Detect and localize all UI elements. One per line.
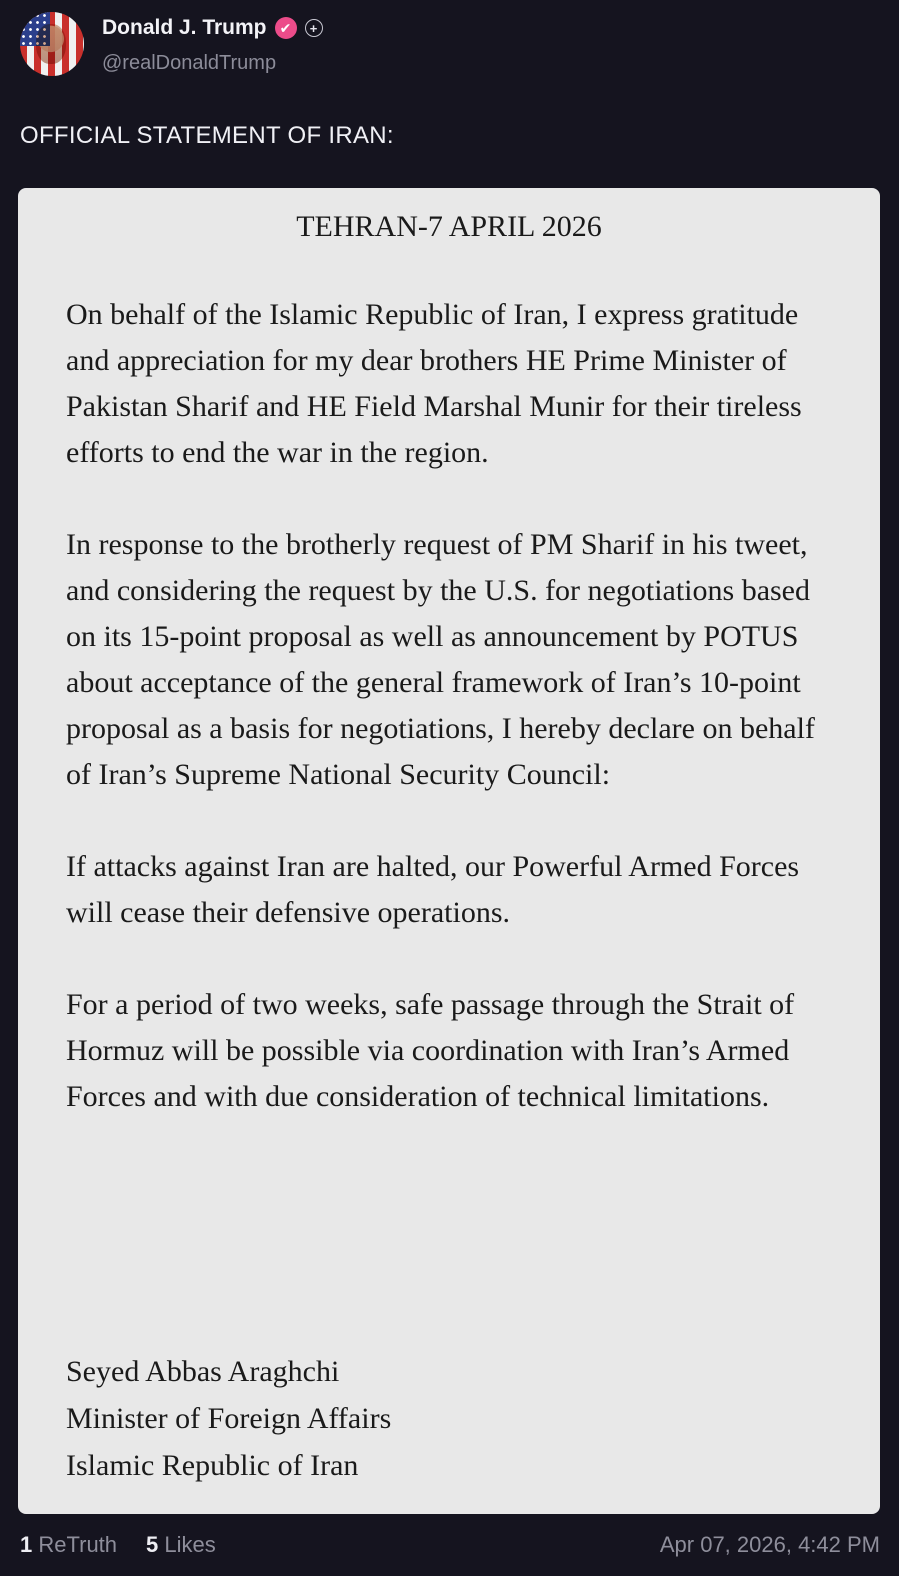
avatar[interactable] [20, 12, 84, 76]
statement-paragraph: For a period of two weeks, safe passage through the Strait of Hormuz will be possible via coordination with Iran’s Armed Forces and with due consideration of technical limitations. [66, 988, 795, 1113]
retruth-label: ReTruth [38, 1532, 118, 1557]
statement-date-line: TEHRAN-7 APRIL 2026 [296, 210, 602, 243]
post-footer [20, 1532, 880, 1566]
post-timestamp[interactable]: Apr 07, 2026, 4:42 PM [659, 1532, 880, 1557]
user-handle[interactable]: @realDonaldTrump [102, 52, 277, 74]
statement-paragraph: If attacks against Iran are halted, our Powerful Armed Forces will cease their defensive operations. [66, 850, 800, 929]
verified-badge-icon: ✔ [275, 17, 297, 39]
retruth-count: 1 [20, 1532, 33, 1557]
statement-image[interactable] [18, 188, 880, 1514]
retruth-stat[interactable] [20, 1532, 117, 1558]
statement-body [66, 292, 846, 1166]
name-row [102, 16, 323, 40]
statement-paragraph: On behalf of the Islamic Republic of Iran, I express gratitude and appreciation for my dear brothers HE Prime Minister of Pakistan Sharif and HE Field Marshal Munir for their tireless efforts to end the war in the region. [66, 298, 802, 469]
signature-name: Seyed Abbas Araghchi [66, 1355, 340, 1388]
post-header [20, 8, 880, 80]
likes-count: 5 [146, 1532, 159, 1557]
avatar-face [36, 24, 66, 64]
likes-stat[interactable] [146, 1532, 216, 1558]
statement-signature [66, 1348, 846, 1489]
plus-icon: + [305, 19, 323, 37]
signature-country: Islamic Republic of Iran [66, 1449, 359, 1482]
display-name[interactable]: Donald J. Trump [102, 16, 267, 39]
likes-label: Likes [164, 1532, 216, 1557]
statement-paragraph: In response to the brotherly request of PM Sharif in his tweet, and considering the request by the U.S. for negotiations based on its 15-point proposal as well as announcement by POTUS about acceptance of the general framework of Iran’s 10-point proposal as a basis for negotiations, I hereby declare on behalf of Iran’s Supreme National Security Council: [66, 528, 815, 791]
post-text: OFFICIAL STATEMENT OF IRAN: [20, 122, 394, 149]
signature-position: Minister of Foreign Affairs [66, 1402, 392, 1435]
